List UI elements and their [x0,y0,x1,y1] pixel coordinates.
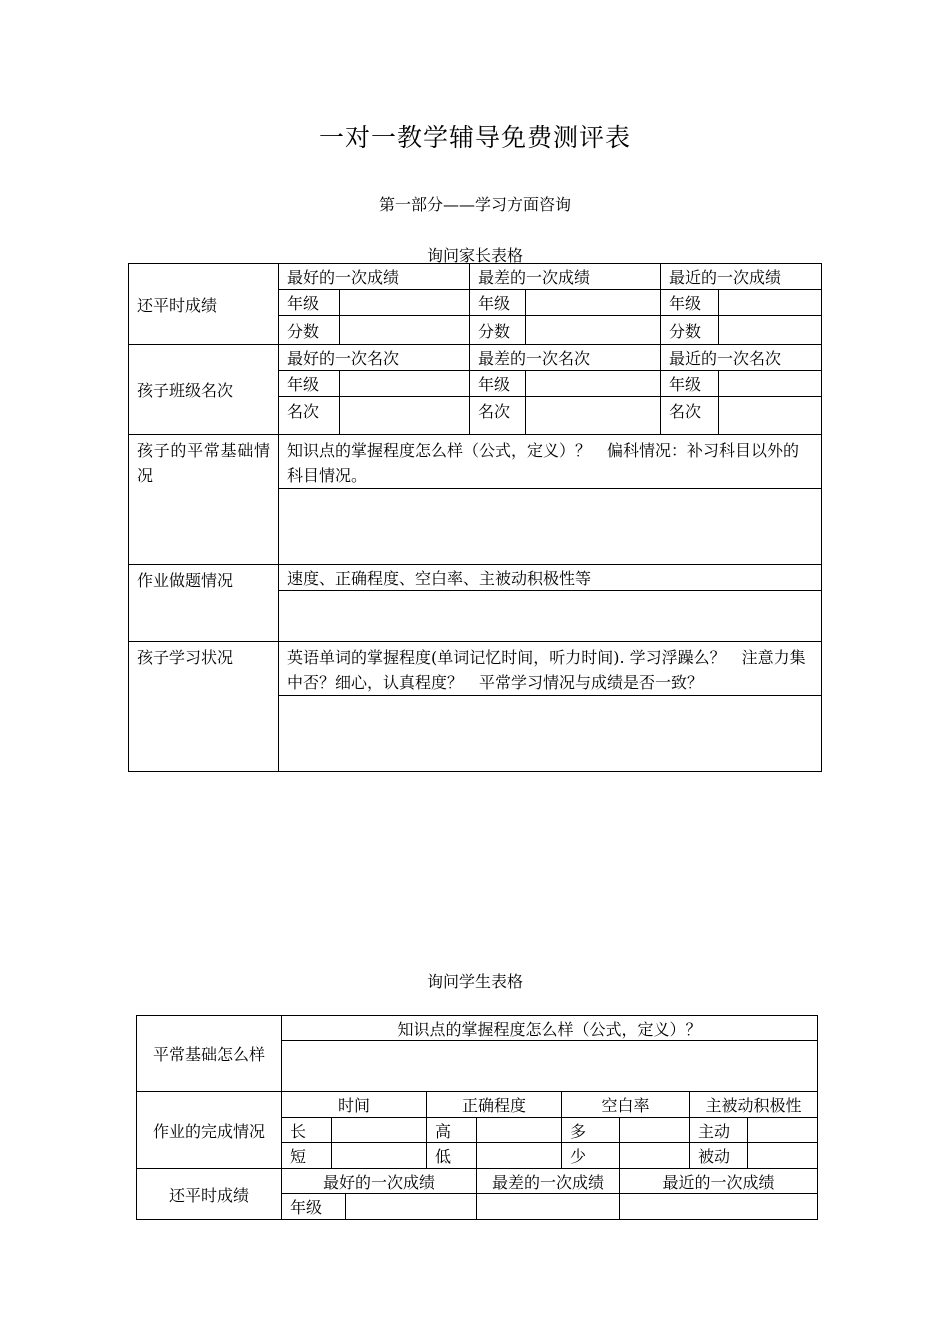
homework-question: 速度、正确程度、空白率、主被动积极性等 [279,565,822,591]
rank-label: 孩子班级名次 [129,345,279,435]
rank-grade-best-field[interactable] [340,371,470,397]
time-short-field[interactable] [332,1143,427,1169]
student-grade-worst-field[interactable] [477,1194,620,1220]
student-score-label: 还平时成绩 [137,1169,282,1220]
rank-grade-latest-field[interactable] [719,371,822,397]
homework-answer-field[interactable] [279,591,822,642]
student-grade-best-field[interactable] [346,1194,477,1220]
homework-header-blank-rate: 空白率 [562,1092,690,1118]
rank-best-field[interactable] [340,397,470,435]
rank-item-label: 名次 [279,397,340,435]
basics-label: 孩子的平常基础情况 [129,435,279,565]
homework-header-time: 时间 [282,1092,427,1118]
parent-table-caption: 询问家长表格 [426,246,523,265]
student-basics-label: 平常基础怎么样 [137,1016,282,1092]
accuracy-high-field[interactable] [477,1118,562,1143]
student-homework-label: 作业的完成情况 [137,1092,282,1169]
homework-header-accuracy: 正确程度 [427,1092,562,1118]
rank-grade-worst-field[interactable] [526,371,661,397]
score-label: 还平时成绩 [129,264,279,345]
rank-item-label: 名次 [661,397,719,435]
student-grade-latest-field[interactable] [620,1194,818,1220]
blank-many-label: 多 [562,1118,620,1143]
rank-header-worst: 最差的一次名次 [470,345,661,371]
grade-latest-field[interactable] [719,290,822,316]
points-label: 分数 [470,316,526,345]
grade-best-field[interactable] [340,290,470,316]
status-answer-field[interactable] [279,696,822,772]
grade-label: 年级 [470,290,526,316]
student-basics-answer-field[interactable] [282,1041,818,1092]
blank-few-field[interactable] [620,1143,690,1169]
grade-label: 年级 [279,371,340,397]
initiative-passive-label: 被动 [690,1143,748,1169]
accuracy-low-label: 低 [427,1143,477,1169]
initiative-active-field[interactable] [748,1118,818,1143]
initiative-passive-field[interactable] [748,1143,818,1169]
grade-worst-field[interactable] [526,290,661,316]
points-label: 分数 [661,316,719,345]
accuracy-low-field[interactable] [477,1143,562,1169]
initiative-active-label: 主动 [690,1118,748,1143]
rank-latest-field[interactable] [719,397,822,435]
points-latest-field[interactable] [719,316,822,345]
rank-worst-field[interactable] [526,397,661,435]
score-header-best: 最好的一次成绩 [279,264,470,290]
rank-header-best: 最好的一次名次 [279,345,470,371]
grade-label: 年级 [470,371,526,397]
rank-item-label: 名次 [470,397,526,435]
blank-few-label: 少 [562,1143,620,1169]
time-long-field[interactable] [332,1118,427,1143]
time-long-label: 长 [282,1118,332,1143]
grade-label: 年级 [661,290,719,316]
homework-label: 作业做题情况 [129,565,279,642]
student-grade-label: 年级 [282,1194,346,1220]
points-label: 分数 [279,316,340,345]
accuracy-high-label: 高 [427,1118,477,1143]
grade-label: 年级 [279,290,340,316]
section-title: 第一部分——学习方面咨询 [378,195,571,214]
basics-question: 知识点的掌握程度怎么样（公式，定义）？ 偏科情况：补习科目以外的科目情况。 [279,435,822,489]
student-score-header-worst: 最差的一次成绩 [477,1169,620,1194]
basics-answer-field[interactable] [279,489,822,565]
student-score-header-best: 最好的一次成绩 [282,1169,477,1194]
student-table-caption: 询问学生表格 [426,972,523,991]
student-table [136,1015,818,1220]
blank-many-field[interactable] [620,1118,690,1143]
rank-header-latest: 最近的一次名次 [661,345,822,371]
score-header-latest: 最近的一次成绩 [661,264,822,290]
parent-table [128,263,822,772]
grade-label: 年级 [661,371,719,397]
student-basics-question: 知识点的掌握程度怎么样（公式，定义）？ [282,1016,818,1041]
points-worst-field[interactable] [526,316,661,345]
points-best-field[interactable] [340,316,470,345]
status-question: 英语单词的掌握程度(单词记忆时间，听力时间). 学习浮躁么？ 注意力集中否？细心，认真程度？ 平常学习情况与成绩是否一致？ [279,642,822,696]
student-score-header-latest: 最近的一次成绩 [620,1169,818,1194]
time-short-label: 短 [282,1143,332,1169]
page-title: 一对一教学辅导免费测评表 [318,123,631,152]
status-label: 孩子学习状况 [129,642,279,772]
homework-header-initiative: 主被动积极性 [690,1092,818,1118]
score-header-worst: 最差的一次成绩 [470,264,661,290]
